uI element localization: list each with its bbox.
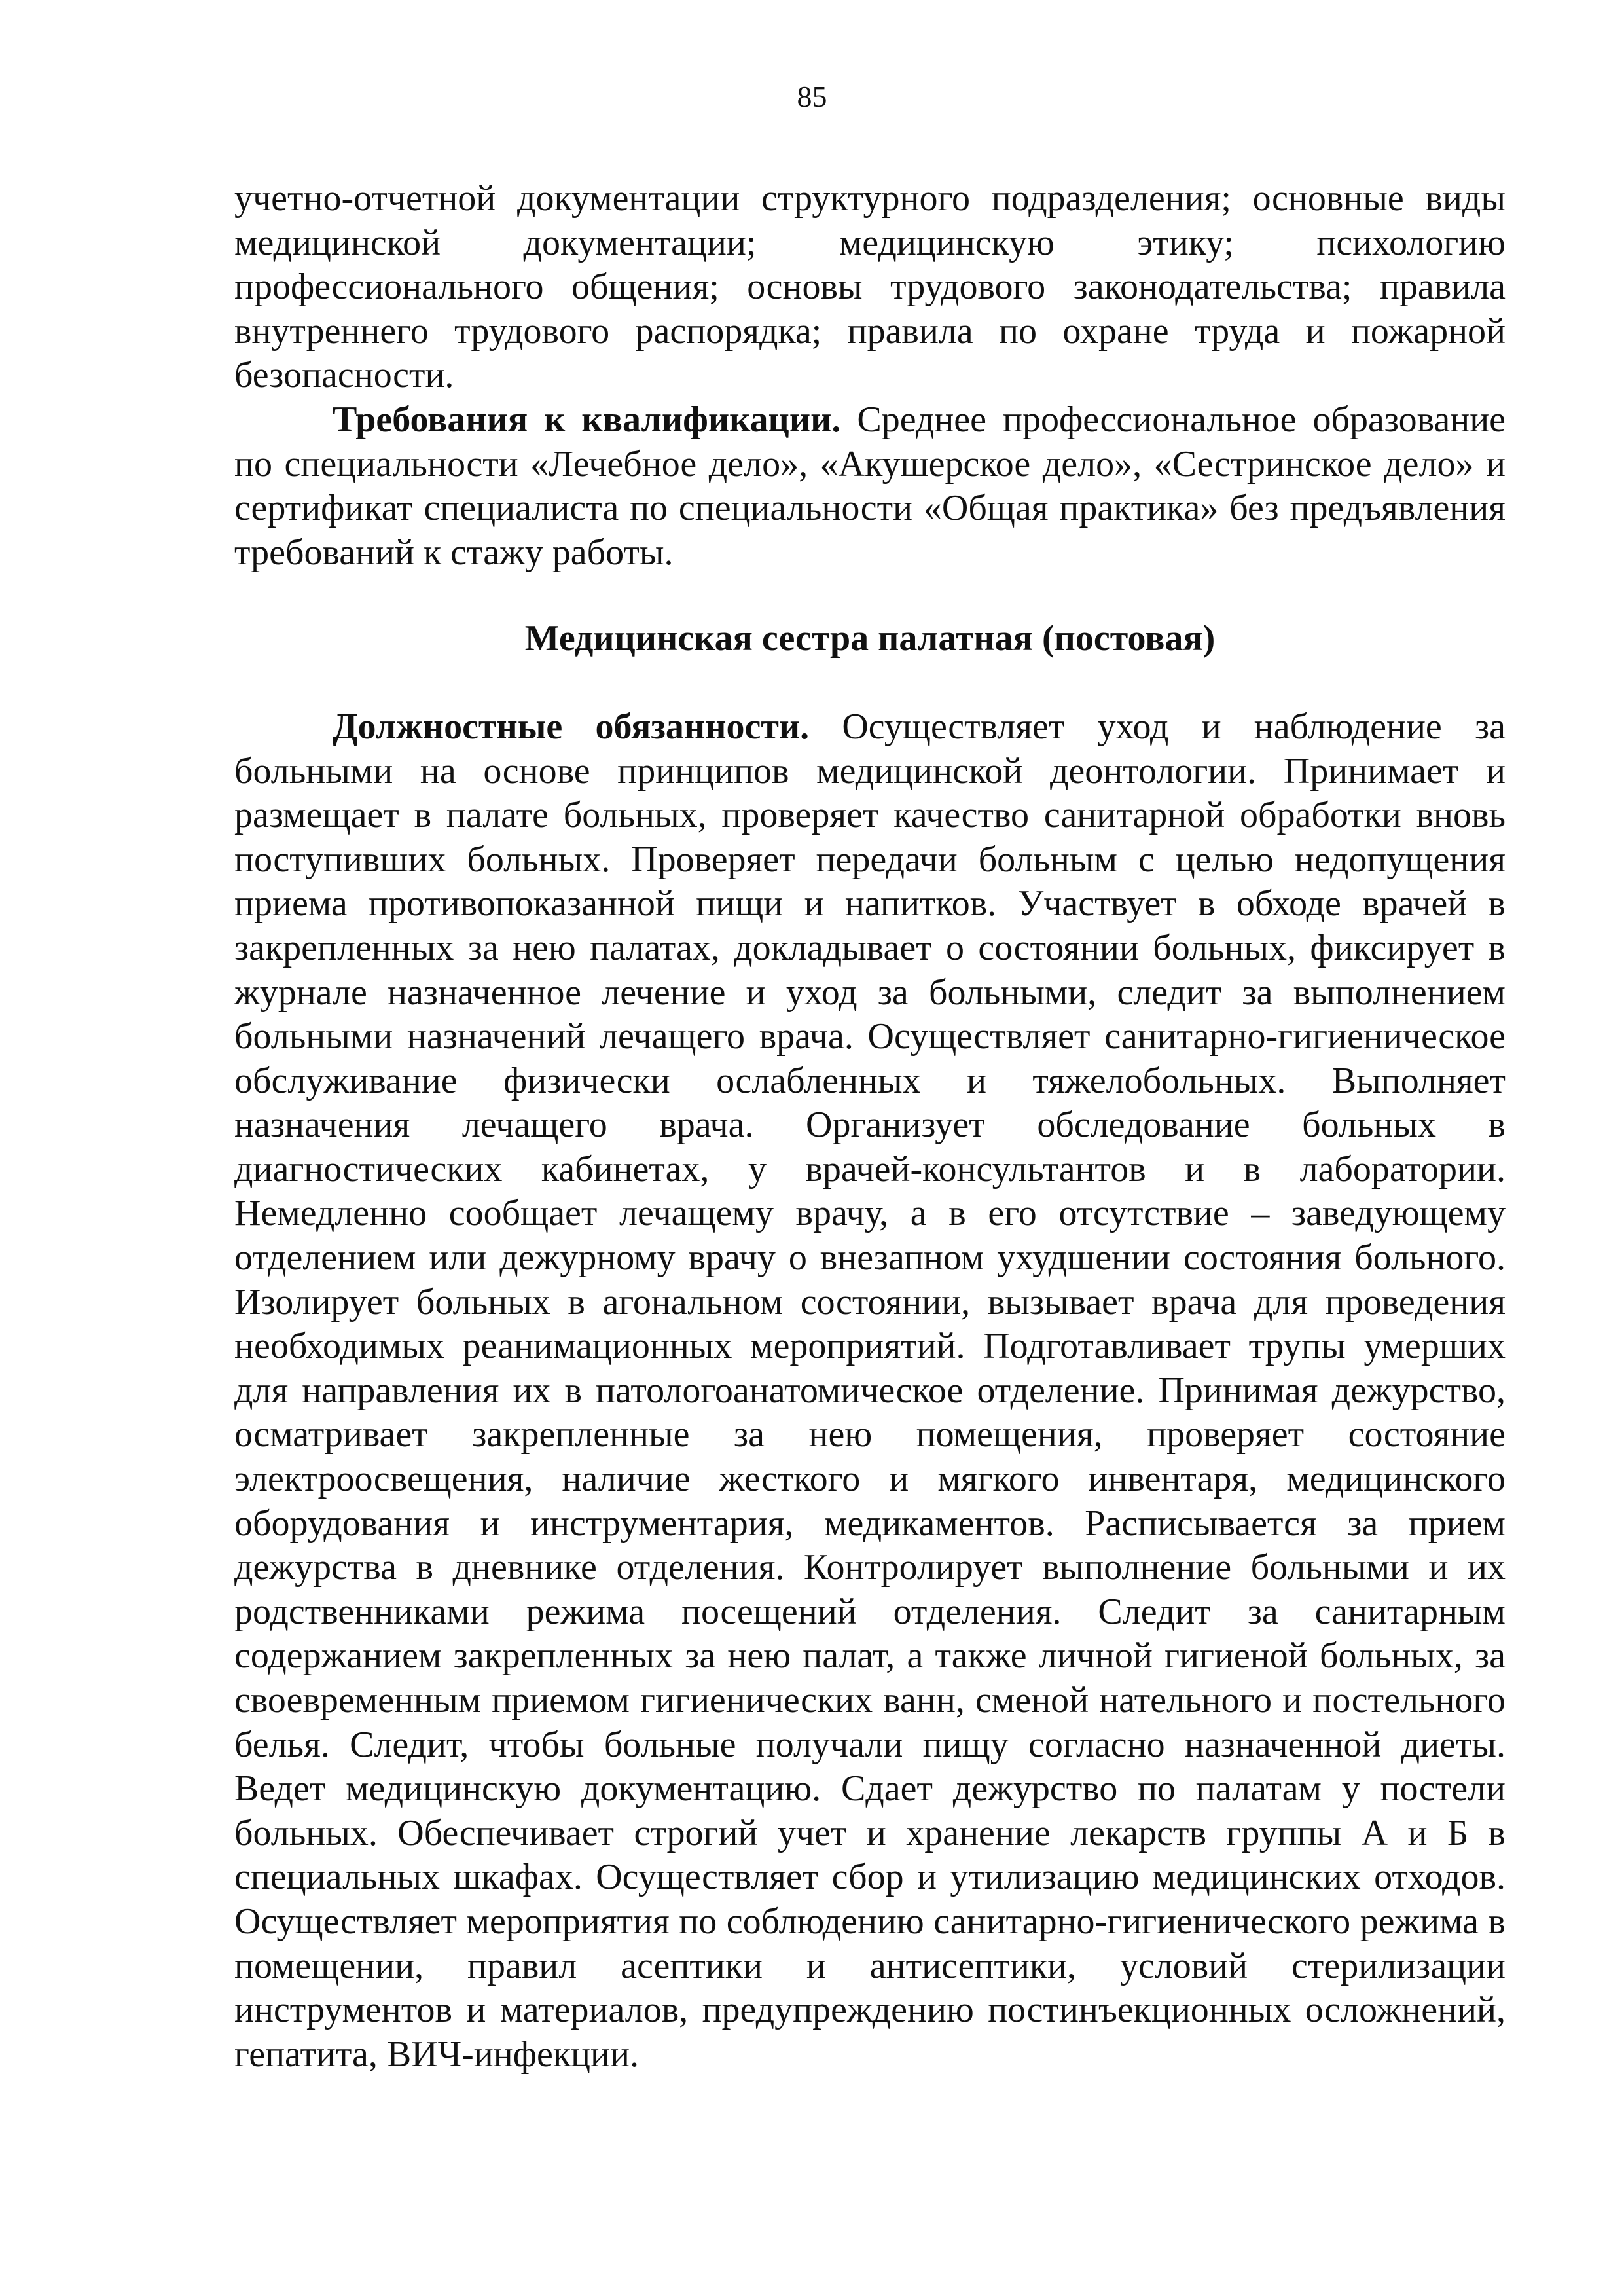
document-body (234, 177, 1506, 2077)
section-heading: Медицинская сестра палатная (постовая) (524, 618, 1216, 659)
qualification-text: Среднее профессиональное образование по специальности «Лечебное дело», «Акушерское дело», «Сестринское дело» и сертификат специалиста по специальности «Общая практика» без предъявления требований к стажу работы. (234, 399, 1506, 573)
page-number: 85 (797, 80, 827, 113)
intro-paragraph: учетно-отчетной документации структурного подразделения; основные виды медицинской документации; медицинскую этику; психологию профессионального общения; основы трудового законодательства; правила внутреннего трудового распорядка; правила по охране труда и пожарной безопасности. (234, 178, 1506, 396)
qualification-label: Требования к квалификации. (333, 399, 841, 440)
duties-paragraph (234, 705, 1506, 2077)
duties-label: Должностные обязанности. (333, 706, 810, 747)
qualification-paragraph (234, 398, 1506, 575)
duties-text: Осуществляет уход и наблюдение за больными на основе принципов медицинской деонтологии. Принимает и размещает в палате больных, проверяет качество санитарной обработки вновь поступивших больных. Проверяет передачи больным с целью недопущения приема противопоказанной пищи и напитков. Участвует в обходе врачей в закрепленных за нею палатах, докладывает о состоянии больных, фиксирует в журнале назначенное лечение и уход за больными, следит за выполнением больными назначений лечащего врача. Осуществляет санитарно-гигиеническое обслуживание физически ослабленных и тяжелобольных. Выполняет назначения лечащего врача. Организует обследование больных в диагностических кабинетах, у врачей-консультантов и в лаборатории. Немедленно сообщает лечащему врачу, а в его отсутствие – заведующему отделением или дежурному врачу о внезапном ухудшении состояния больного. Изолирует больных в агональном состоянии, вызывает врача для проведения необходимых реанимационных мероприятий. Подготавливает трупы умерших для направления их в патологоанатомическое отделение. Принимая дежурство, осматривает закрепленные за нею помещения, проверяет состояние электроосвещения, наличие жесткого и мягкого инвентаря, медицинского оборудования и инструментария, медикаментов. Расписывается за прием дежурства в дневнике отделения. Контролирует выполнение больными и их родственниками режима посещений отделения. Следит за санитарным содержанием закрепленных за нею палат, а также личной гигиеной больных, за своевременным приемом гигиенических ванн, сменой нательного и постельного белья. Следит, чтобы больные получали пищу согласно назначенной диеты. Ведет медицинскую документацию. Сдает дежурство по палатам у постели больных. Обеспечивает строгий учет и хранение лекарств группы А и Б в специальных шкафах. Осуществляет сбор и утилизацию медицинских отходов. Осуществляет мероприятия по соблюдению санитарно-гигиенического режима в помещении, правил асептики и антисептики, условий стерилизации инструментов и материалов, предупреждению постинъекционных осложнений, гепатита, ВИЧ-инфекции. (234, 706, 1506, 2075)
